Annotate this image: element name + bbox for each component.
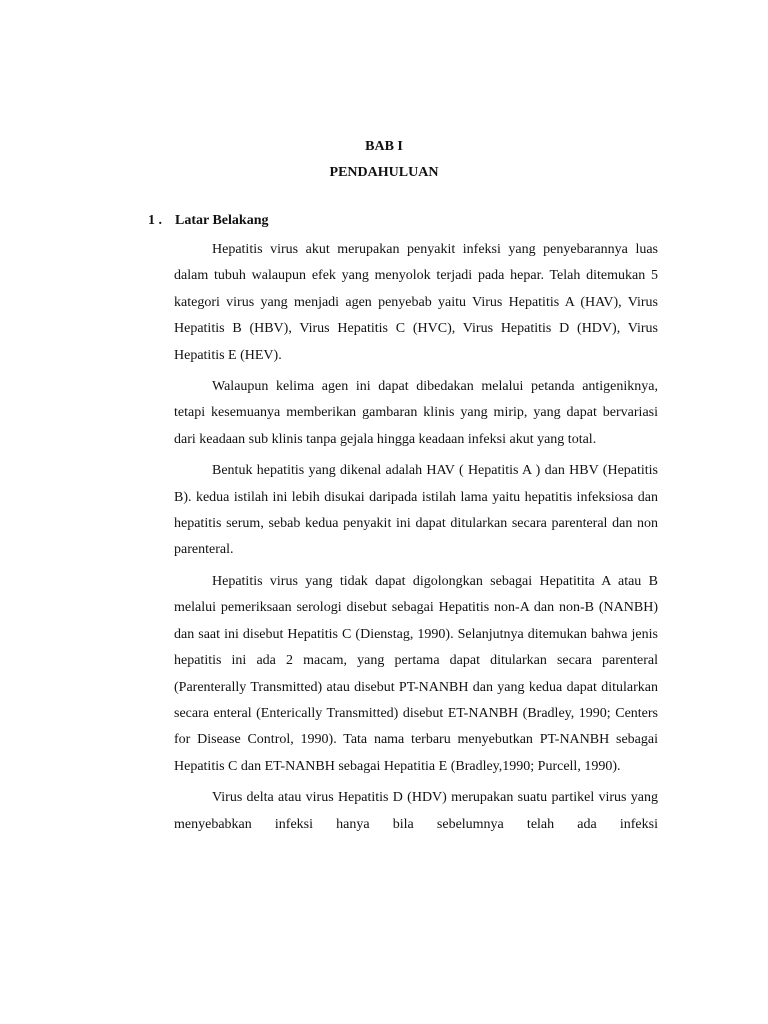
section-title: Latar Belakang	[175, 213, 269, 228]
chapter-title: PENDAHULUAN	[329, 165, 439, 180]
paragraph: Hepatitis virus akut merupakan penyakit infeksi yang penyebarannya luas dalam tubuh walaupun efek yang menyolok terjadi pada hepar. Telah ditemukan 5 kategori virus yang menjadi agen penyebab yaitu Virus Hepatitis A (HAV), Virus Hepatitis B (HBV), Virus Hepatitis C (HVC), Virus Hepatitis D (HDV), Virus Hepatitis E (HEV).	[174, 242, 658, 363]
chapter-heading: BAB I	[365, 139, 403, 154]
section-heading	[148, 213, 268, 229]
paragraph: Bentuk hepatitis yang dikenal adalah HAV ( Hepatitis A ) dan HBV (Hepatitis B). kedua istilah ini lebih disukai daripada istilah lama yaitu hepatitis infeksiosa dan hepatitis serum, sebab kedua penyakit ini dapat ditularkan secara parenteral dan non parenteral.	[174, 463, 658, 558]
paragraph: Walaupun kelima agen ini dapat dibedakan melalui petanda antigeniknya, tetapi kesemuanya memberikan gambaran klinis yang mirip, yang dapat bervariasi dari keadaan sub klinis tanpa gejala hingga keadaan infeksi akut yang total.	[174, 379, 658, 447]
section-number: 1 .	[148, 213, 162, 228]
paragraph: Hepatitis virus yang tidak dapat digolongkan sebagai Hepatitita A atau B melalui pemeriksaan serologi disebut sebagai Hepatitis non-A dan non-B (NANBH) dan saat ini disebut Hepatitis C (Dienstag, 1990). Selanjutnya ditemukan bahwa jenis hepatitis ini ada 2 macam, yang pertama dapat ditularkan secara parenteral (Parenterally Transmitted) atau disebut PT-NANBH dan yang kedua dapat ditularkan secara enteral (Enterically Transmitted) disebut ET-NANBH (Bradley, 1990; Centers for Disease Control, 1990). Tata nama terbaru menyebutkan PT-NANBH sebagai Hepatitis C dan ET-NANBH sebagai Hepatitia E (Bradley,1990; Purcell, 1990).	[174, 573, 658, 774]
body-text	[174, 237, 658, 843]
paragraph: Virus delta atau virus Hepatitis D (HDV) merupakan suatu partikel virus yang menyebabkan infeksi hanya bila sebelumnya telah ada infeksi	[174, 790, 658, 832]
